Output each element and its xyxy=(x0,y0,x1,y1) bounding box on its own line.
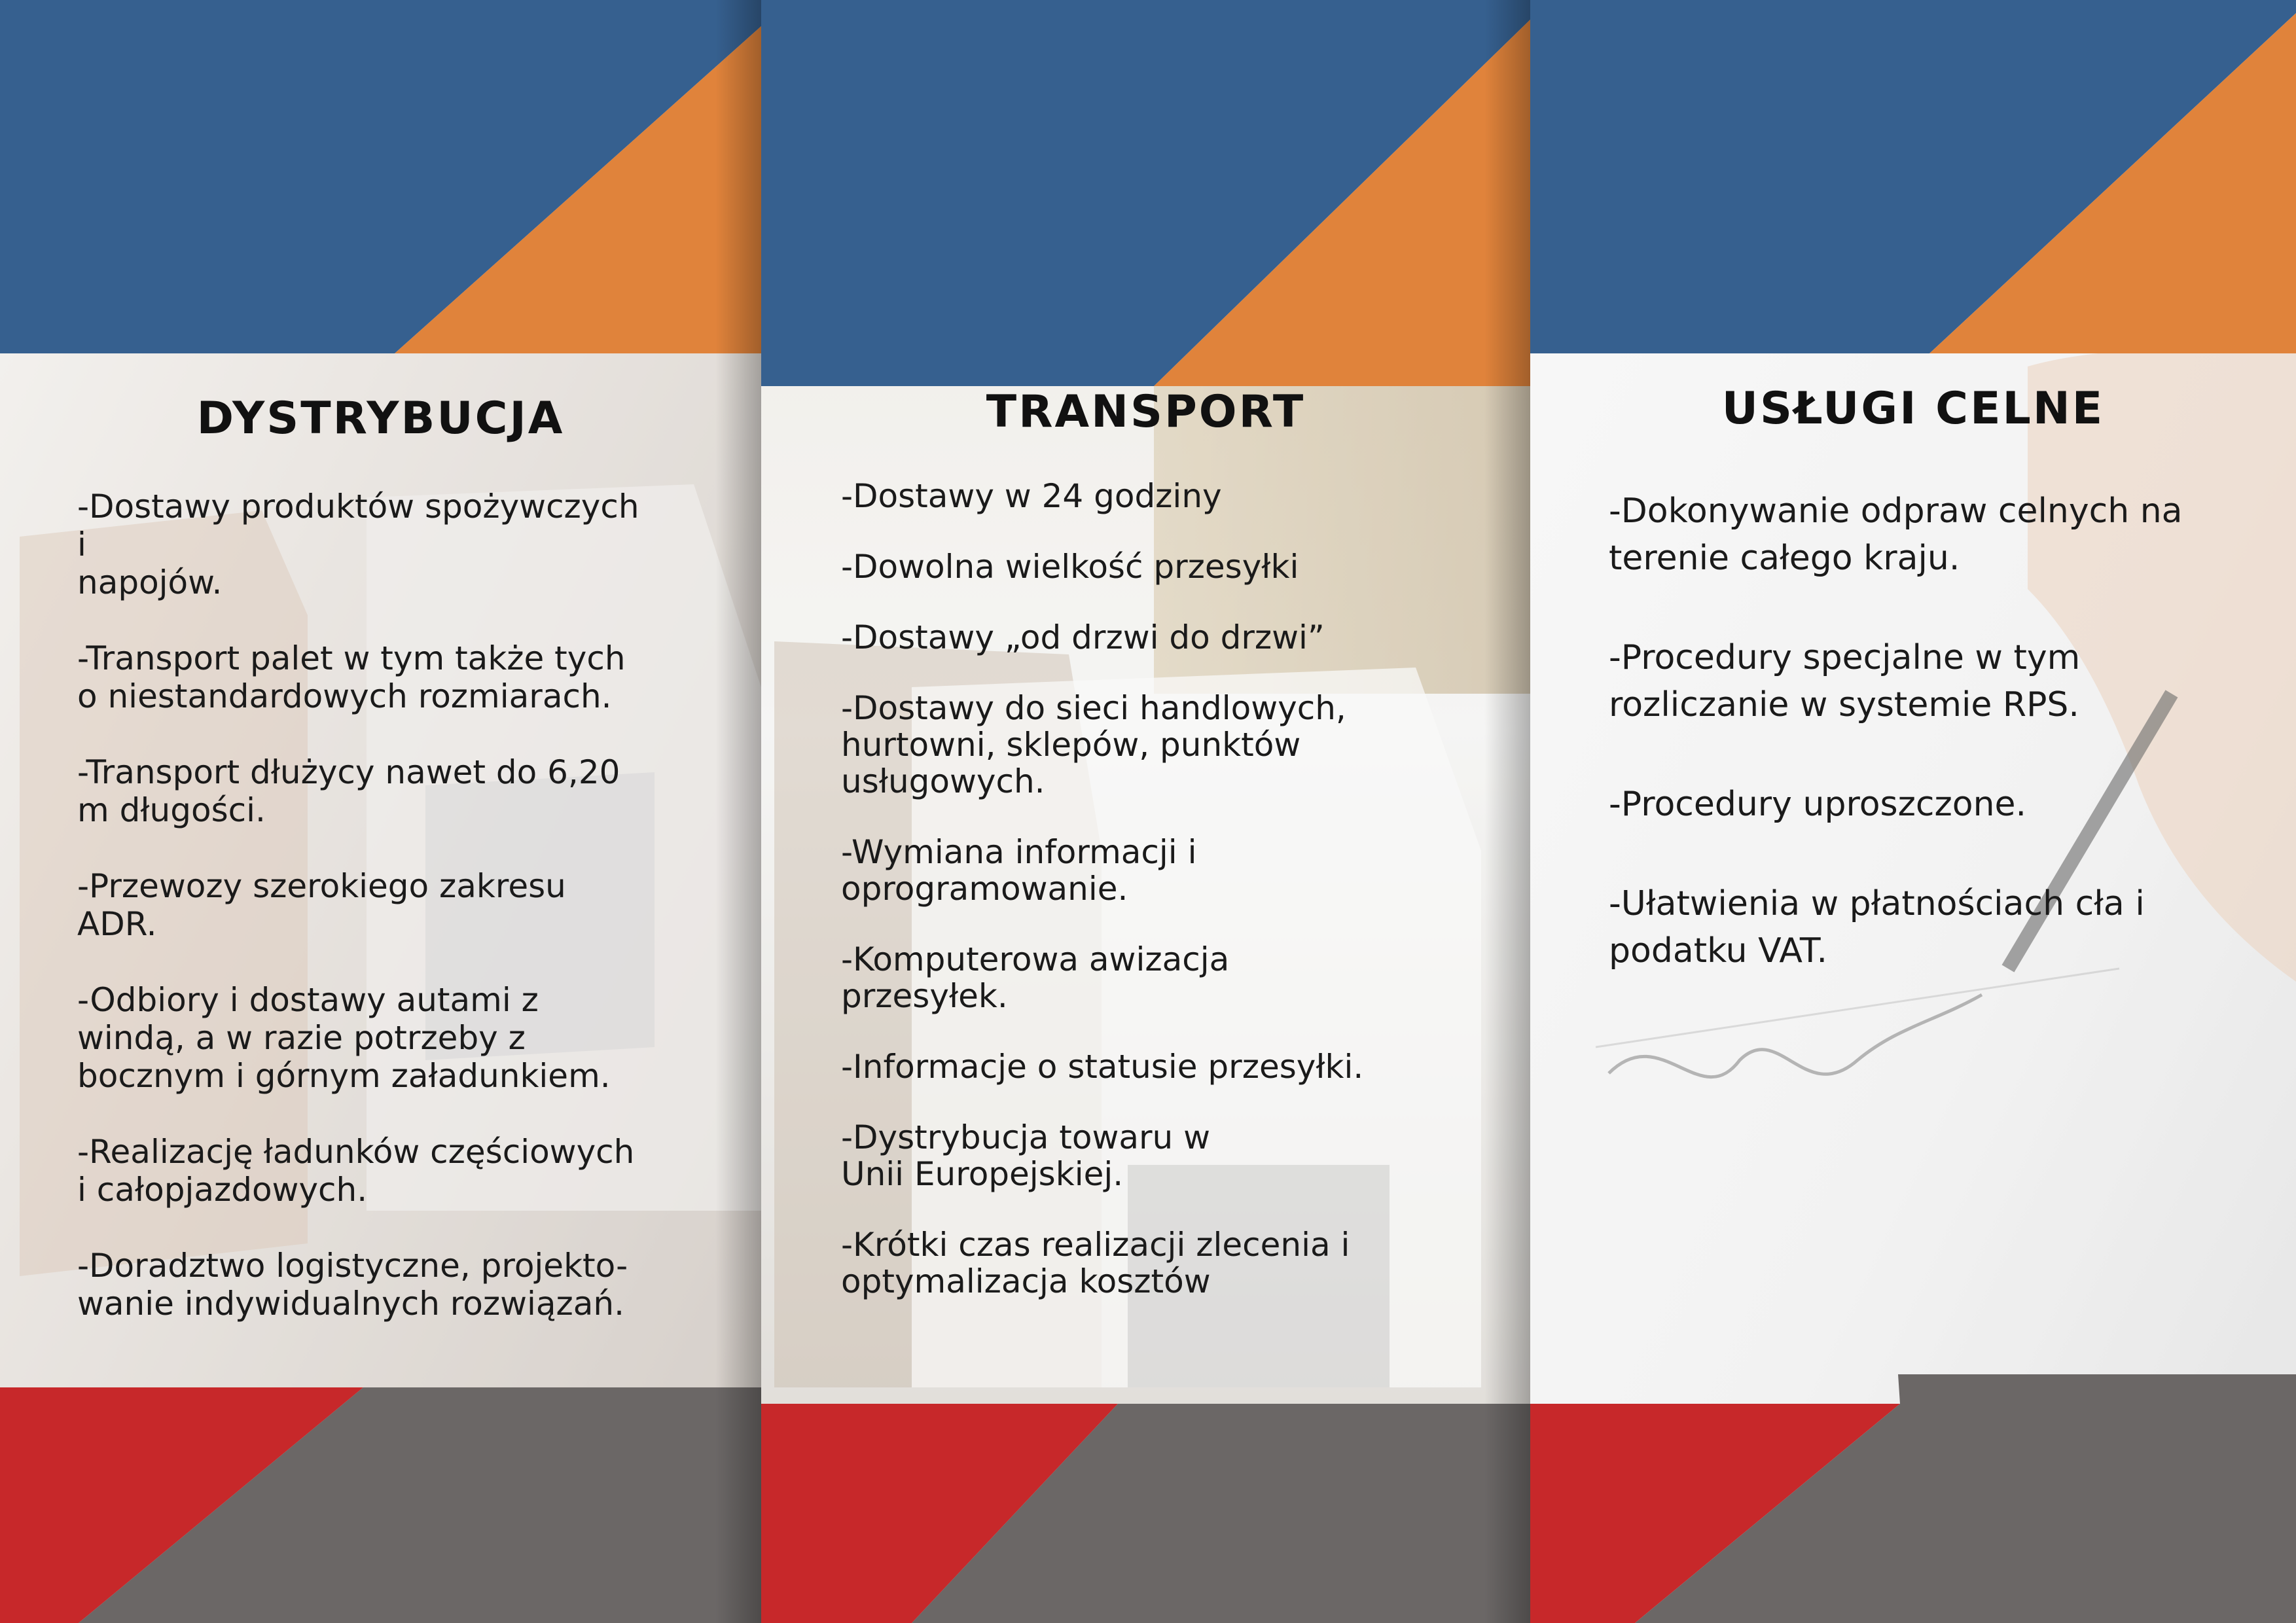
list-item: -Informacje o statusie przesyłki. xyxy=(841,1048,1364,1086)
service-list xyxy=(1609,488,2263,1027)
list-item: -Dostawy produktów spożywczych i napojów. xyxy=(77,488,639,601)
panel-title: USŁUGI CELNE xyxy=(1721,383,2105,435)
service-list xyxy=(77,488,732,1361)
panel-title: TRANSPORT xyxy=(986,386,1306,438)
list-item: -Krótki czas realizacji zlecenia i optymalizacja kosztów xyxy=(841,1226,1350,1300)
list-item: -Dowolna wielkość przesyłki xyxy=(841,548,1299,586)
list-item: -Dostawy w 24 godziny xyxy=(841,477,1222,515)
list-item: -Ułatwienia w płatnościach cła i podatku VAT. xyxy=(1609,884,2145,971)
list-item: -Doradztwo logistyczne, projekto- wanie indywidualnych rozwiązań. xyxy=(77,1247,628,1323)
list-item: -Dostawy do sieci handlowych, hurtowni, sklepów, punktów usługowych. xyxy=(841,689,1346,800)
list-item: -Dystrybucja towaru w Unii Europejskiej. xyxy=(841,1118,1211,1193)
panel-title: DYSTRYBUCJA xyxy=(196,393,565,444)
list-item: -Realizację ładunków częściowych i całopjazdowych. xyxy=(77,1133,635,1209)
list-item: -Przewozy szerokiego zakresu ADR. xyxy=(77,867,566,943)
list-item: -Transport dłużycy nawet do 6,20 m długości. xyxy=(77,753,620,829)
list-item: -Odbiory i dostawy autami z windą, a w razie potrzeby z bocznym i górnym załadunkiem. xyxy=(77,981,611,1095)
list-item: -Transport palet w tym także tych o niestandardowych rozmiarach. xyxy=(77,639,626,715)
list-item: -Procedury specjalne w tym rozliczanie w systemie RPS. xyxy=(1609,638,2081,724)
list-item: -Komputerowa awizacja przesyłek. xyxy=(841,940,1230,1015)
panel-transport xyxy=(761,0,1530,1623)
service-list xyxy=(841,478,1496,1334)
list-item: -Dostawy „od drzwi do drzwi” xyxy=(841,618,1325,656)
panel-uslugi-celne xyxy=(1530,0,2296,1623)
list-item: -Procedury uproszczone. xyxy=(1609,785,2027,824)
panel-dystrybucja xyxy=(0,0,761,1623)
list-item: -Wymiana informacji i oprogramowanie. xyxy=(841,833,1197,908)
list-item: -Dokonywanie odpraw celnych na terenie całego kraju. xyxy=(1609,491,2183,578)
